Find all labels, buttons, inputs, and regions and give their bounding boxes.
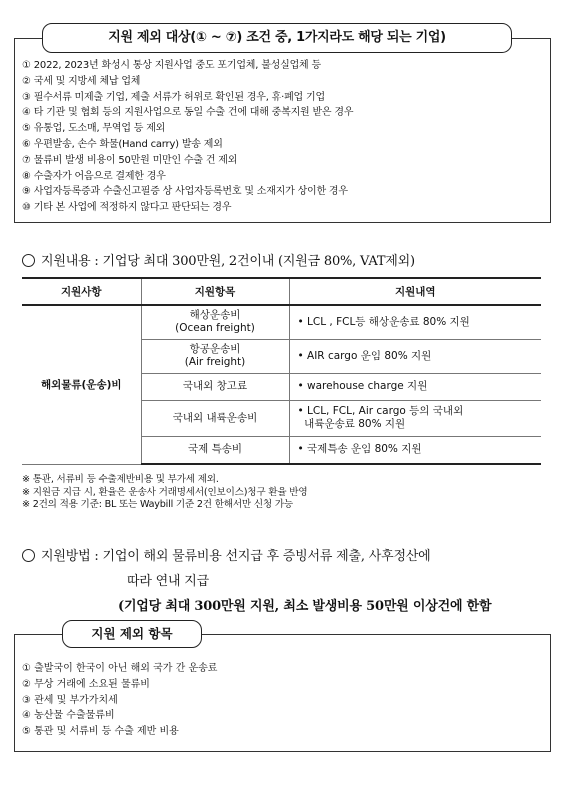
item-cell: 국내외 창고료 xyxy=(141,373,289,400)
item-cell: 국내외 내륙운송비 xyxy=(141,400,289,436)
list-item: ③ 관세 및 부가가치세 xyxy=(22,694,118,706)
excluded-items-title: 지원 제외 항목 xyxy=(62,620,202,648)
desc-line: • warehouse charge 지원 xyxy=(297,380,428,392)
desc-line: • 국제특송 운임 80% 지원 xyxy=(297,443,422,456)
header-item: 지원항목 xyxy=(141,278,289,305)
list-item: ② 국세 및 지방세 체납 업체 xyxy=(22,75,141,87)
item-cell xyxy=(141,339,289,373)
description-cell xyxy=(289,400,541,436)
circle-bullet-icon xyxy=(22,549,35,562)
exclusion-box-title: 지원 제외 대상(① ~ ⑦) 조건 중, 1가지라도 해당 되는 기업) xyxy=(42,23,512,53)
support-method-label: 지원방법 : xyxy=(41,549,103,564)
notes-list xyxy=(22,474,307,512)
support-content-label: 지원내용 : xyxy=(41,254,103,269)
support-method xyxy=(22,545,431,564)
support-content-text: 기업당 최대 300만원, 2건이내 (지원금 80%, VAT제외) xyxy=(102,254,415,269)
list-item: ④ 타 기관 및 협회 등의 지원사업으로 동일 수출 건에 대해 중복지원 받은 경우 xyxy=(22,107,354,119)
list-item: ⑧ 수출자가 어음으로 결제한 경우 xyxy=(22,170,166,182)
table-header-row xyxy=(22,278,541,305)
item-line: (Ocean freight) xyxy=(175,322,255,335)
header-category: 지원사항 xyxy=(22,278,141,305)
item-cell xyxy=(141,305,289,339)
description-cell xyxy=(289,436,541,464)
category-cell: 해외물류(운송)비 xyxy=(22,305,141,464)
support-method-line1: 기업이 해외 물류비용 선지급 후 증빙서류 제출, 사후정산에 xyxy=(102,549,431,564)
desc-line: • LCL, FCL, Air cargo 등의 국내외 xyxy=(297,405,464,417)
list-item: ① 출발국이 한국이 아닌 해외 국가 간 운송료 xyxy=(22,663,218,674)
support-table xyxy=(22,277,541,465)
description-cell xyxy=(289,339,541,373)
description-cell xyxy=(289,373,541,400)
note-item: ※ 지원금 지급 시, 환율은 운송사 거래명세서(인보이스)청구 환율 반영 xyxy=(22,486,308,498)
desc-line: 내륙운송료 80% 지원 xyxy=(297,418,406,430)
description-cell xyxy=(289,305,541,339)
item-line: 항공운송비 xyxy=(189,343,241,355)
list-item: ⑩ 기타 본 사업에 적정하지 않다고 판단되는 경우 xyxy=(22,202,232,214)
list-item: ⑥ 우편발송, 손수 화물(Hand carry) 발송 제외 xyxy=(22,138,223,150)
circle-bullet-icon xyxy=(22,254,35,267)
list-item: ⑦ 물류비 발생 비용이 50만원 미만인 수출 건 제외 xyxy=(22,154,238,166)
note-item: ※ 통관, 서류비 등 수출제반비용 및 부가세 제외. xyxy=(22,474,219,485)
note-item: ※ 2건의 적용 기준: BL 또는 Waybill 기준 2건 한해서만 신청 가능 xyxy=(22,499,293,510)
item-line: (Air freight) xyxy=(184,356,246,368)
list-item: ⑤ 통관 및 서류비 등 수출 제반 비용 xyxy=(22,726,179,738)
support-method-line2: 따라 연내 지급 xyxy=(127,574,210,589)
item-line: 해상운송비 xyxy=(189,309,241,322)
list-item: ⑤ 유통업, 도소매, 무역업 등 제외 xyxy=(22,123,166,135)
excluded-items-list xyxy=(22,661,217,740)
support-content xyxy=(22,250,415,269)
exclusion-list xyxy=(22,58,542,216)
list-item: ① 2022, 2023년 화성시 통상 지원사업 중도 포기업체, 불성실업체 등 xyxy=(22,60,321,71)
list-item: ② 무상 거래에 소요된 물류비 xyxy=(22,678,150,690)
desc-line: • AIR cargo 운임 80% 지원 xyxy=(297,349,432,362)
header-description: 지원내역 xyxy=(289,278,541,305)
table-row xyxy=(22,305,541,339)
support-method-line3: (기업당 최대 300만원 지원, 최소 발생비용 50만원 이상건에 한함 xyxy=(118,599,492,614)
list-item: ⑨ 사업자등록증과 수출신고필증 상 사업자등록번호 및 소재지가 상이한 경우 xyxy=(22,186,348,198)
item-cell: 국제 특송비 xyxy=(141,436,289,464)
desc-line: • LCL , FCL등 해상운송료 80% 지원 xyxy=(297,315,470,328)
list-item: ③ 필수서류 미제출 기업, 제출 서류가 허위로 확인된 경우, 휴·폐업 기업 xyxy=(22,91,325,103)
list-item: ④ 농산물 수출물류비 xyxy=(22,710,115,722)
